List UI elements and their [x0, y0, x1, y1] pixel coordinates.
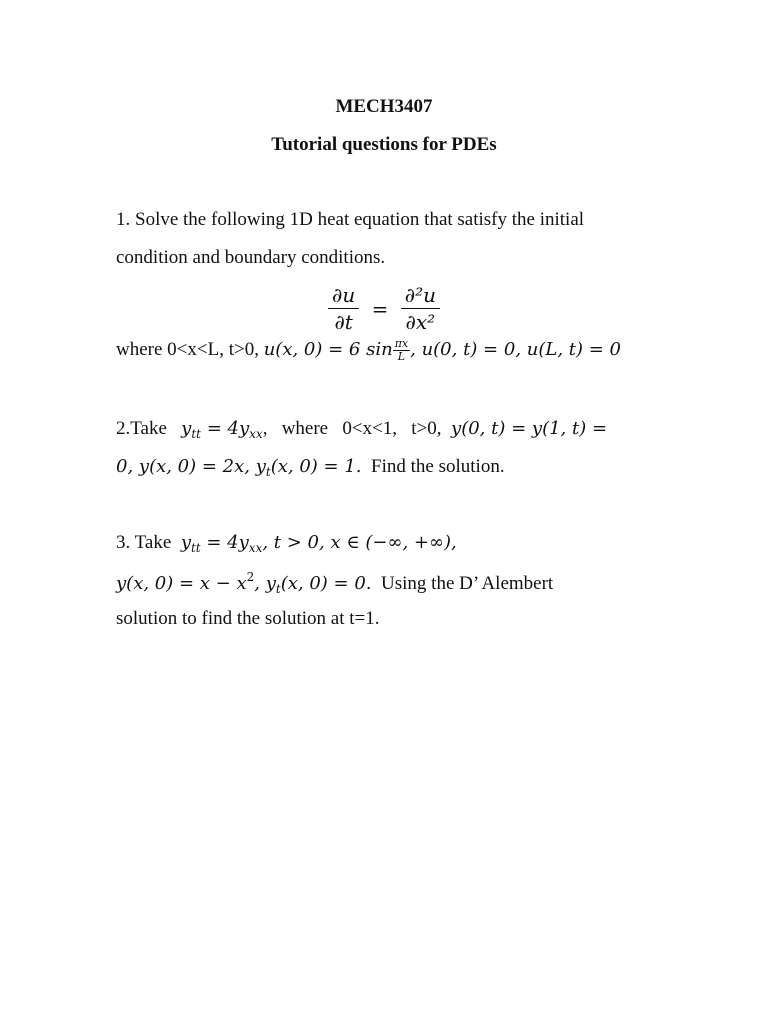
rhs-denominator: ∂x²	[405, 310, 436, 334]
q2-sub-xx: xx	[249, 427, 263, 441]
q2-line-2	[116, 456, 505, 479]
q3-initial-conditions	[116, 570, 372, 596]
equals-sign: =	[371, 296, 389, 321]
q3-line-1	[116, 532, 457, 555]
q3-instruction: Using the D’ Alembert	[381, 573, 554, 594]
q3-line-2	[116, 570, 553, 596]
q1-conditions-line	[116, 338, 621, 363]
q2-boundary-conditions: y(0, t) = y(1, t) =	[451, 418, 608, 439]
q2-label: 2.Take	[116, 418, 167, 439]
heat-equation-lhs	[328, 282, 359, 335]
rhs-numerator: ∂²u	[401, 282, 440, 309]
heat-equation	[0, 282, 768, 335]
lhs-numerator: ∂u	[328, 282, 359, 309]
q1-text-line-2: condition and boundary conditions.	[116, 247, 386, 268]
q3-ic-sub-t: t	[275, 582, 281, 596]
sin-argument-fraction	[393, 338, 410, 363]
q2-ic-part1: 0, y(x, 0) = 2x, y	[116, 456, 266, 477]
lhs-denominator: ∂t	[334, 310, 353, 334]
course-code-heading: MECH3407	[335, 96, 433, 117]
q2-line-1	[116, 418, 607, 441]
q2-ic-part2: (x, 0) = 1.	[270, 456, 362, 477]
q3-domain: , t > 0, x ∈ (−∞, +∞),	[262, 532, 457, 553]
q2-wave-eq	[181, 418, 263, 439]
q3-eq-mid: = 4y	[200, 532, 249, 553]
q3-sub-xx: xx	[248, 541, 263, 555]
q1-boundary-conditions: , u(0, t) = 0, u(L, t) = 0	[410, 338, 622, 360]
q1-initial-condition: u(x, 0) = 6 sin	[263, 338, 393, 360]
heat-equation-rhs	[401, 282, 440, 335]
q2-ic-sub-t: t	[265, 465, 271, 479]
q2-where-text: , where 0<x<1, t>0,	[262, 418, 442, 439]
sin-arg-numerator: πx	[394, 337, 409, 350]
q2-instruction: Find the solution.	[371, 456, 505, 477]
q3-ic-part2: (x, 0) = 0.	[280, 573, 372, 594]
q1-where-text: where 0<x<L, t>0,	[116, 338, 259, 360]
q3-ic-sup: 2	[246, 570, 255, 584]
q3-y: y	[180, 532, 191, 553]
q3-ic-part1: y(x, 0) = x − x	[116, 573, 247, 594]
q2-initial-conditions	[116, 456, 362, 477]
q3-label: 3. Take	[116, 532, 172, 553]
document-subtitle: Tutorial questions for PDEs	[271, 134, 497, 155]
q3-line-3: solution to find the solution at t=1.	[116, 608, 380, 629]
q3-sub-tt: tt	[190, 541, 201, 555]
sin-arg-denominator: L	[397, 350, 406, 363]
q3-ic-mid: , y	[254, 573, 276, 594]
q2-eq-mid: = 4y	[200, 418, 250, 439]
q2-sub-tt: tt	[191, 427, 201, 441]
q3-wave-eq	[181, 532, 457, 553]
q2-y: y	[181, 418, 192, 439]
q1-text-line-1: 1. Solve the following 1D heat equation that satisfy the initial	[116, 209, 585, 230]
